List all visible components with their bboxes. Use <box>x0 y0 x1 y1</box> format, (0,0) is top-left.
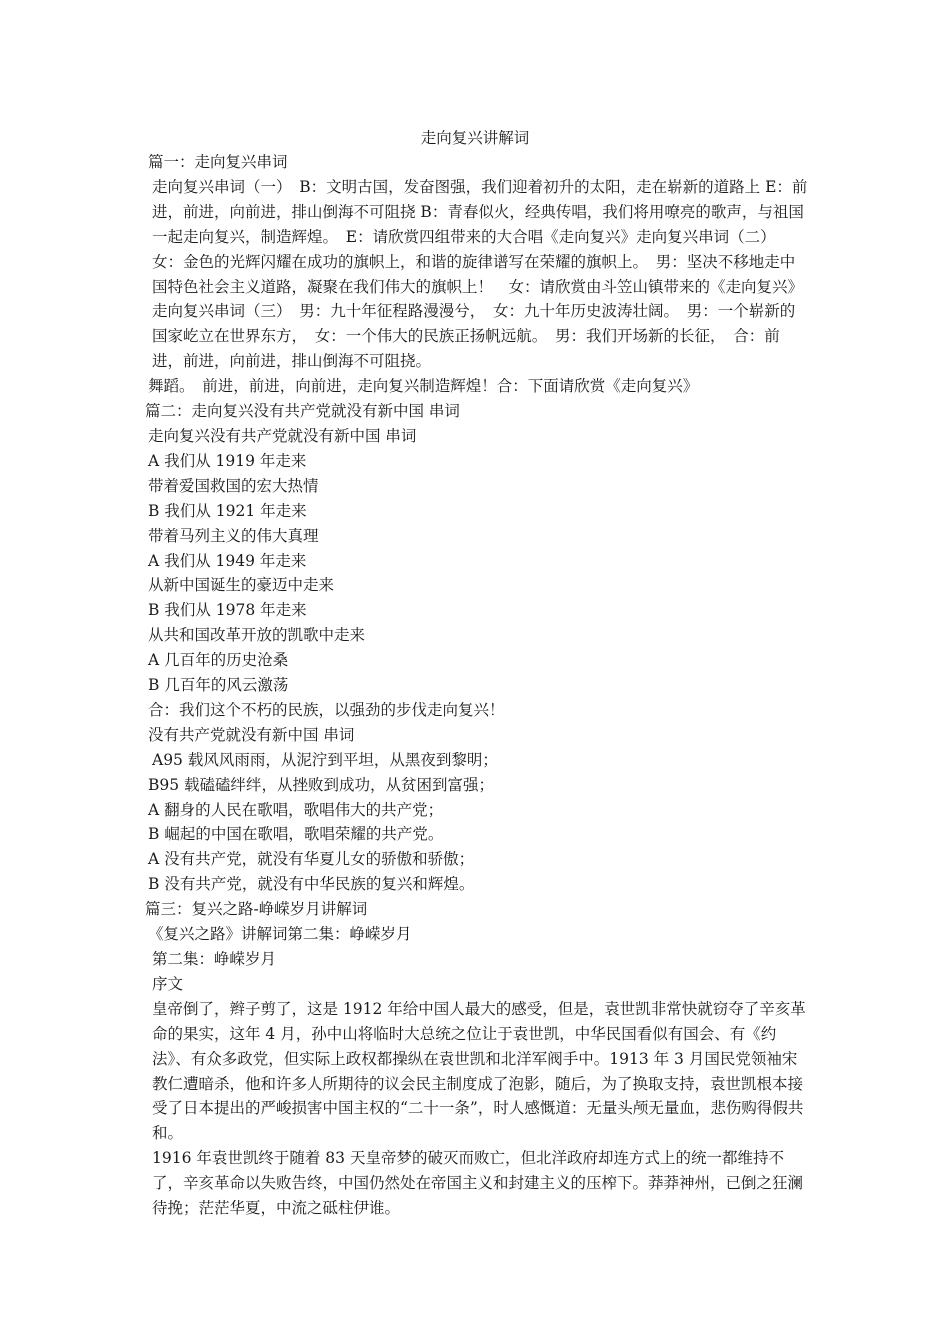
paragraph: 从共和国改革开放的凯歌中走来 <box>148 626 366 645</box>
paragraph: 篇二：走向复兴没有共产党就没有新中国 串词 <box>145 402 460 421</box>
paragraph: 第二集：峥嵘岁月 <box>152 950 277 968</box>
paragraph: 皇帝倒了，辫子剪了，这是 1912 年给中国人最大的感受，但是，袁世凯非常快就窃夺了辛亥革命的果实，这年 4 月，孙中山将临时大总统之位让于袁世凯，中华民国看似有国会、有《约法》、有众多政党，但实际上政权都操纵在袁世凯和北洋军阀手中。1913 年 3 月国民党领袖宋教仁遭暗杀，他和许多人所期待的议会民主制度成了泡影，随后，为了换取支持，袁世凯根本接受了日本提出的严峻损害中国主权的“二十一条”，时人感慨道：无量头颅无量血，悲伤购得假共和。 <box>152 999 806 1143</box>
paragraph: 带着爱国救国的宏大热情 <box>148 476 319 495</box>
paragraph: B 几百年的风云激荡 <box>148 676 289 695</box>
paragraph: 从新中国诞生的豪迈中走来 <box>148 576 335 595</box>
paragraph: A 我们从 1949 年走来 <box>148 551 307 570</box>
paragraph: 带着马列主义的伟大真理 <box>148 526 319 545</box>
paragraph: 篇一：走向复兴串词 <box>148 153 288 171</box>
paragraph: 舞蹈。 前进，前进，向前进，走向复兴制造辉煌！合：下面请欣赏《走向复兴》 <box>148 377 699 396</box>
paragraph: A95 载风风雨雨，从泥泞到平坦，从黑夜到黎明； <box>152 750 498 769</box>
paragraph: 合：我们这个不朽的民族，以强劲的步伐走向复兴！ <box>148 700 505 719</box>
paragraph: A 几百年的历史沧桑 <box>148 651 289 670</box>
paragraph: A 我们从 1919 年走来 <box>148 451 307 470</box>
paragraph: 走向复兴串词（一） B：文明古国，发奋图强，我们迎着初升的太阳，走在崭新的道路上 E：前进，前进，向前进，排山倒海不可阻挠 B：青春似火，经典传唱，我们将用嘹亮的歌声，与祖国一起走向复兴，制造辉煌。 E：请欣赏四组带来的大合唱《走向复兴》走向复兴串词（二） 女：金色的光辉闪耀在成功的旗帜上，和谐的旋律谱写在荣耀的旗帜上。 男：坚决不移地走中国特色社会主义道路，凝聚在我们伟大的旗帜上！ 女：请欣赏由斗笠山镇带来的《走向复兴》 走向复兴串词（三） 男：九十年征程路漫漫兮， 女：九十年历史波涛壮阔。 男：一个崭新的国家屹立在世界东方， 女：一个伟大的民族正扬帆远航。 男：我们开场新的长征， 合：前进，前进，向前进，排山倒海不可阻挠。 <box>152 177 811 371</box>
paragraph: B95 载磕磕绊绊，从挫败到成功，从贫困到富强； <box>148 775 495 794</box>
document-title: 走向复兴讲解词 <box>420 129 530 147</box>
paragraph: B 我们从 1921 年走来 <box>148 501 307 520</box>
paragraph: B 没有共产党，就没有中华民族的复兴和辉煌。 <box>148 875 475 894</box>
paragraph: B 我们从 1978 年走来 <box>148 601 307 620</box>
paragraph: A 翻身的人民在歌唱，歌唱伟大的共产党； <box>148 800 444 819</box>
paragraph: 1916 年袁世凯终于随着 83 天皇帝梦的破灭而败亡，但北洋政府却连方式上的统一都维持不了，辛亥革命以失败告终，中国仍然处在帝国主义和封建主义的压榨下。莽莽神州，已倒之狂澜待挽；茫茫华夏，中流之砥柱伊谁。 <box>152 1149 804 1218</box>
paragraph: A 没有共产党，就没有华夏儿女的骄傲和骄傲； <box>148 850 475 869</box>
paragraph: 没有共产党就没有新中国 串词 <box>148 725 355 744</box>
paragraph: B 崛起的中国在歌唱，歌唱荣耀的共产党。 <box>148 825 444 844</box>
paragraph: 走向复兴没有共产党就没有新中国 串词 <box>148 426 417 445</box>
document-body <box>145 150 810 1221</box>
paragraph: 《复兴之路》讲解词第二集：峥嵘岁月 <box>148 925 412 944</box>
paragraph: 篇三：复兴之路-峥嵘岁月讲解词 <box>145 900 368 919</box>
paragraph: 序文 <box>152 974 184 993</box>
